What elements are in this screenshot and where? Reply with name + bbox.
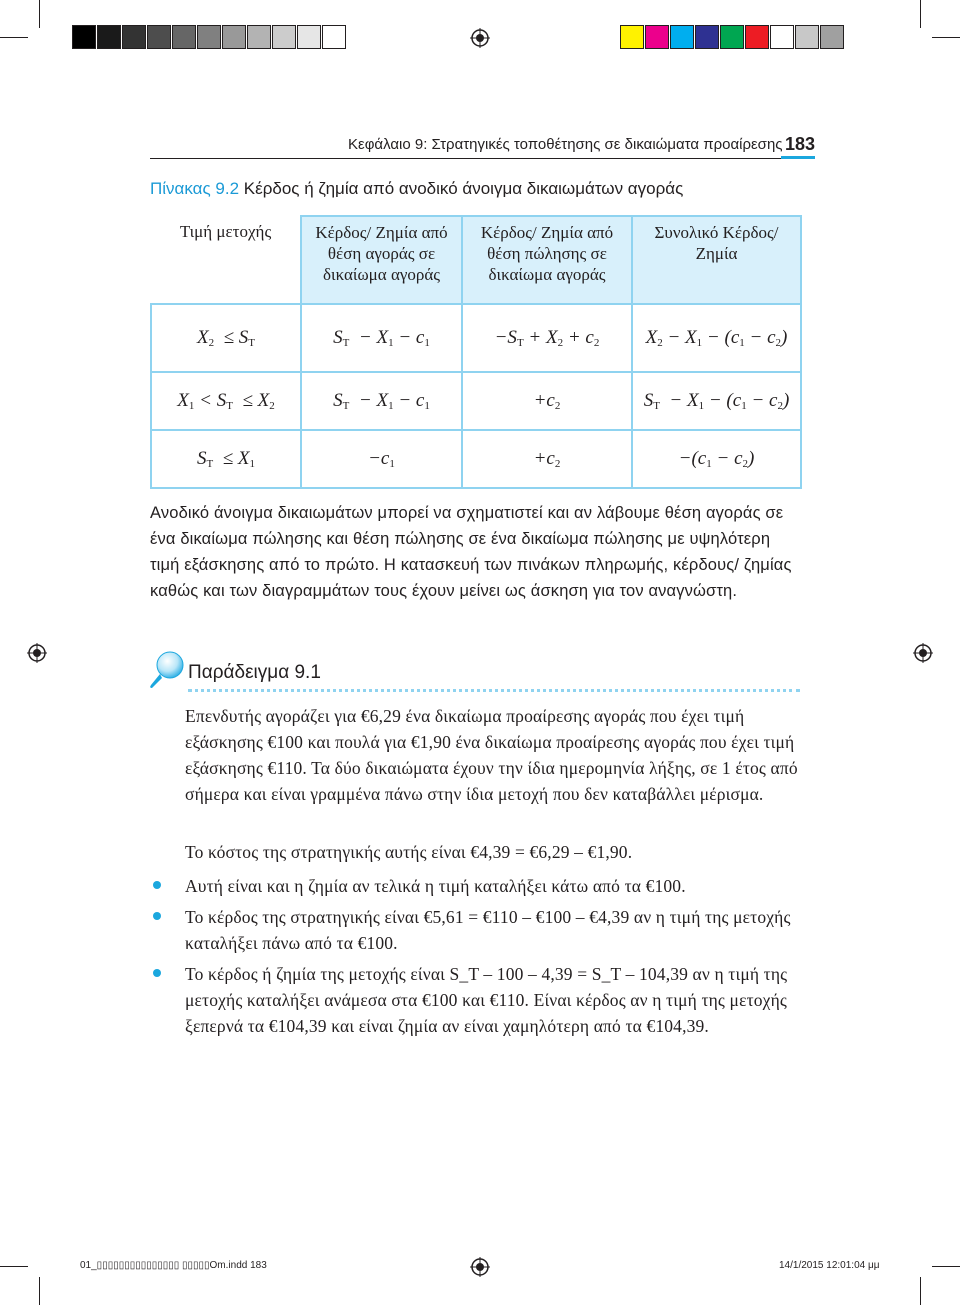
table-caption-text: Κέρδος ή ζημία από ανοδικό άνοιγμα δικαιωμάτων αγοράς [243, 179, 684, 198]
registration-mark-icon [470, 28, 490, 48]
table-caption-label: Πίνακας 9.2 [150, 179, 240, 198]
registration-mark-icon [27, 643, 47, 663]
color-swatch [720, 25, 744, 49]
table-cell: $X_1 < S_T \le X_2$ [151, 372, 301, 430]
color-swatch [670, 25, 694, 49]
slug-filename: 01_▯▯▯▯▯▯▯▯▯▯▯▯▯▯▯ ▯▯▯▯▯Om.indd 183 [80, 1260, 267, 1271]
table-row [151, 430, 801, 488]
color-swatch [147, 25, 171, 49]
example-intro: Επενδυτής αγοράζει για €6,29 ένα δικαίωμα προαίρεσης αγοράς που έχει τιμή εξάσκησης €100 και πουλά για €1,90 ένα δικαίωμα προαίρεσης αγοράς που έχει τιμή εξάσκησης €110. Τα δύο δικαιώματα έχουν την ίδια ημερομηνία λήξης, σε 1 έτος από σήμερα και είναι γραμμένα πάνω στην ίδια μετοχή που δεν καταβάλλει μέρισμα. [185, 706, 798, 804]
crop-mark [0, 37, 28, 38]
registration-mark-icon [913, 643, 933, 663]
table-row [151, 304, 801, 372]
crop-mark [932, 37, 960, 38]
bullet-item: Το κέρδος της στρατηγικής είναι €5,61 = €110 – €100 – €4,39 αν η τιμή της μετοχής καταλήξει πάνω από τα €100. [185, 907, 791, 953]
table-cell: $-S_T + X_2 + c_2$ [462, 304, 632, 372]
color-swatch [272, 25, 296, 49]
crop-mark [39, 0, 40, 28]
table-header-row [151, 216, 801, 304]
magnifier-icon [148, 650, 186, 690]
gray-color-bar [72, 25, 347, 49]
header-short-call: Κέρδος/ Ζημία από θέση πώλησης σε δικαίωμα αγοράς [462, 216, 632, 304]
table-cell: $-c_1$ [301, 430, 462, 488]
table-cell: $S_T - X_1 - c_1$ [301, 372, 462, 430]
color-swatch [172, 25, 196, 49]
bullet-marker [153, 912, 161, 920]
example-cost: Το κόστος της στρατηγικής αυτής είναι €4,39 = €6,29 – €1,90. [185, 842, 633, 862]
header-total: Συνολικό Κέρδος/ Ζημία [632, 216, 801, 304]
color-swatch [770, 25, 794, 49]
bullet-item: Το κέρδος ή ζημία της μετοχής είναι S_T – 100 – 4,39 = S_T – 104,39 αν η τιμή της μετοχής καταλήξει ανάμεσα στα €100 και €110. Είναι κέρδος αν η τιμή της μετοχής ξεπερνά τα €104,39 και είναι ζημία αν είναι χαμηλότερη από τα €104,39. [185, 964, 788, 1036]
crop-mark [39, 1277, 40, 1305]
color-swatch [745, 25, 769, 49]
profit-loss-table [150, 215, 802, 489]
registration-mark-icon [470, 1257, 490, 1277]
example-title: Παράδειγμα 9.1 [188, 662, 321, 683]
table-caption [150, 179, 683, 199]
table-cell: $S_T \le X_1$ [151, 430, 301, 488]
color-swatch [72, 25, 96, 49]
table-cell: $+c_2$ [462, 430, 632, 488]
crop-mark [0, 1266, 28, 1267]
table-cell: $X_2 - X_1 - (c_1 - c_2)$ [632, 304, 801, 372]
color-swatch [820, 25, 844, 49]
header-accent-rule [781, 156, 815, 159]
color-swatch [247, 25, 271, 49]
color-swatch [122, 25, 146, 49]
table-cell: $S_T - X_1 - (c_1 - c_2)$ [632, 372, 801, 430]
header-long-call: Κέρδος/ Ζημία από θέση αγοράς σε δικαίωμα αγοράς [301, 216, 462, 304]
running-header: Κεφάλαιο 9: Στρατηγικές τοποθέτησης σε δικαιώματα προαίρεσης [348, 136, 783, 153]
crop-mark [932, 1266, 960, 1267]
body-paragraph: Ανοδικό άνοιγμα δικαιωμάτων μπορεί να σχηματιστεί και αν λάβουμε θέση αγοράς σε ένα δικαίωμα πώλησης και θέση πώλησης σε ένα δικαίωμα πώλησης με υψηλότερη τιμή εξάσκησης από το πρώτο. Η κατασκευή των πινάκων πληρωμής, κέρδους/ ζημίας καθώς και των διαγραμμάτων τους έχουν μείνει ως άσκηση για τον αναγνώστη. [150, 504, 792, 600]
color-swatch [620, 25, 644, 49]
crop-mark [920, 0, 921, 28]
color-bar [620, 25, 845, 49]
example-dotted-rule [188, 689, 800, 692]
color-swatch [695, 25, 719, 49]
header-rule [150, 158, 815, 159]
bullet-item: Αυτή είναι και η ζημία αν τελικά η τιμή καταλήξει κάτω από τα €100. [185, 876, 686, 896]
color-swatch [297, 25, 321, 49]
color-swatch [222, 25, 246, 49]
color-swatch [795, 25, 819, 49]
color-swatch [97, 25, 121, 49]
bullet-marker [153, 881, 161, 889]
bullet-marker [153, 969, 161, 977]
color-swatch [322, 25, 346, 49]
color-swatch [197, 25, 221, 49]
table-cell: $X_2 \le S_T$ [151, 304, 301, 372]
crop-mark [920, 1277, 921, 1305]
header-stock-price: Τιμή μετοχής [151, 216, 301, 304]
color-swatch [645, 25, 669, 49]
slug-timestamp: 14/1/2015 12:01:04 μμ [779, 1260, 880, 1271]
table-row [151, 372, 801, 430]
table-cell: $+c_2$ [462, 372, 632, 430]
page-number: 183 [785, 134, 816, 154]
table-cell: $-(c_1 - c_2)$ [632, 430, 801, 488]
table-cell: $S_T - X_1 - c_1$ [301, 304, 462, 372]
